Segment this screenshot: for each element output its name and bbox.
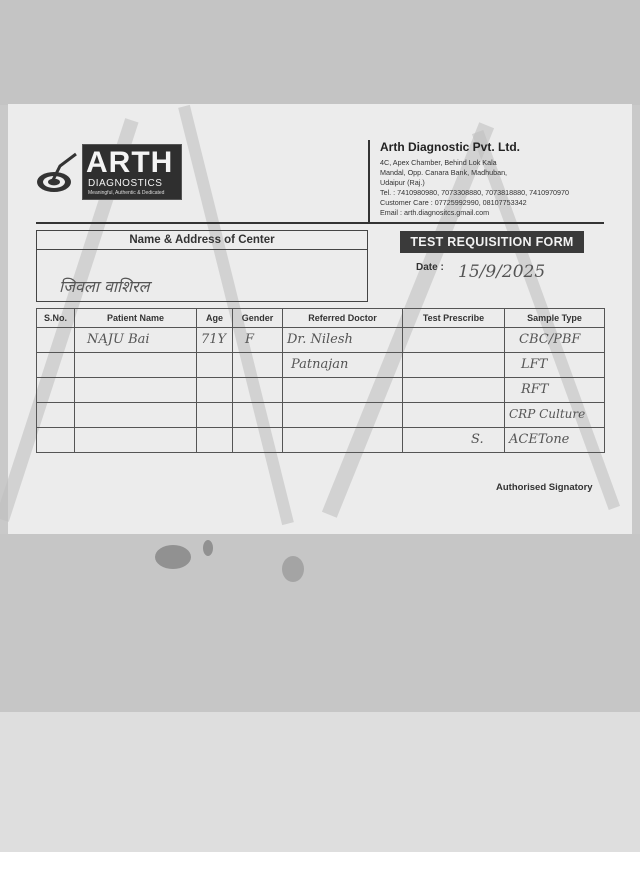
company-logo [36, 140, 184, 202]
company-name: Arth Diagnostic Pvt. Ltd. [380, 140, 521, 154]
cell-test-prescribe [403, 353, 505, 378]
header-divider [368, 140, 370, 222]
col-header-referred-doctor: Referred Doctor [283, 309, 403, 328]
cell-sample-type: CRP Culture [505, 403, 605, 428]
cell-referred-doctor [283, 428, 403, 453]
cell-patient-name [75, 403, 197, 428]
table-header-row [37, 309, 605, 328]
cell-patient-name [75, 428, 197, 453]
col-header-sample-type: Sample Type [505, 309, 605, 328]
cell-sno [37, 328, 75, 353]
cell-gender [233, 353, 283, 378]
address-line: 4C, Apex Chamber, Behind Lok Kala [380, 158, 497, 167]
lower-paper-area [0, 712, 640, 852]
logo-tagline: Meaningful, Authentic & Dedicated [88, 190, 165, 196]
cell-sno [37, 403, 75, 428]
cell-referred-doctor [283, 378, 403, 403]
logo-subtitle: DIAGNOSTICS [88, 178, 163, 189]
table-row [37, 403, 605, 428]
date-value: 15/9/2025 [458, 262, 546, 282]
top-paper-area [0, 0, 640, 105]
center-box [36, 230, 368, 302]
col-header-gender: Gender [233, 309, 283, 328]
col-header-sno: S.No. [37, 309, 75, 328]
cell-sample-type: ACETone [505, 428, 605, 453]
table-row [37, 328, 605, 353]
center-handwritten-value: जिवला वाशिरल [59, 277, 150, 296]
cell-referred-doctor: Dr. Nilesh [283, 328, 403, 353]
logo-title: ARTH [86, 146, 174, 179]
target-check-icon [36, 152, 80, 196]
center-heading: Name & Address of Center [37, 231, 367, 250]
col-header-age: Age [197, 309, 233, 328]
address-line: Mandal, Opp. Canara Bank, Madhuban, [380, 168, 508, 177]
cell-gender [233, 428, 283, 453]
cell-sample-type: CBC/PBF [505, 328, 605, 353]
phone-line: Tel. : 7410980980, 7073308880, 7073818880, 7410970970 [380, 188, 570, 197]
cell-gender: F [233, 328, 283, 353]
requisition-table [36, 308, 605, 453]
cell-test-prescribe [403, 328, 505, 353]
cell-gender [233, 403, 283, 428]
cell-referred-doctor [283, 403, 403, 428]
cell-patient-name: NAJU Bai [75, 328, 197, 353]
ink-stain [203, 540, 213, 556]
folded-paper-area [0, 534, 640, 714]
cell-sno [37, 378, 75, 403]
cell-patient-name [75, 353, 197, 378]
cell-test-prescribe: S. [403, 428, 505, 453]
email-line: Email : arth.diagnositcs.gmail.com [380, 208, 490, 217]
col-header-test-prescribe: Test Prescribe [403, 309, 505, 328]
cell-age [197, 353, 233, 378]
date-label: Date : [416, 262, 444, 273]
address-line: Udaipur (Raj.) [380, 178, 425, 187]
form-title: TEST REQUISITION FORM [400, 231, 584, 253]
table-row [37, 428, 605, 453]
cell-sample-type: RFT [505, 378, 605, 403]
table-row [37, 353, 605, 378]
ink-stain [282, 556, 304, 582]
cell-gender [233, 378, 283, 403]
cell-age [197, 428, 233, 453]
ink-stain [155, 545, 191, 569]
cell-referred-doctor: Patnajan [283, 353, 403, 378]
cell-test-prescribe [403, 378, 505, 403]
cell-age [197, 378, 233, 403]
cell-age: 71Y [197, 328, 233, 353]
cell-sno [37, 353, 75, 378]
authorised-signatory-label: Authorised Signatory [496, 482, 593, 493]
cell-age [197, 403, 233, 428]
customer-care-line: Customer Care : 07725992990, 08107753342 [380, 198, 527, 207]
header-rule [36, 222, 604, 224]
table-row [37, 378, 605, 403]
page-bottom-margin [0, 852, 640, 876]
cell-test-prescribe [403, 403, 505, 428]
col-header-patient-name: Patient Name [75, 309, 197, 328]
cell-sample-type: LFT [505, 353, 605, 378]
cell-patient-name [75, 378, 197, 403]
cell-sno [37, 428, 75, 453]
